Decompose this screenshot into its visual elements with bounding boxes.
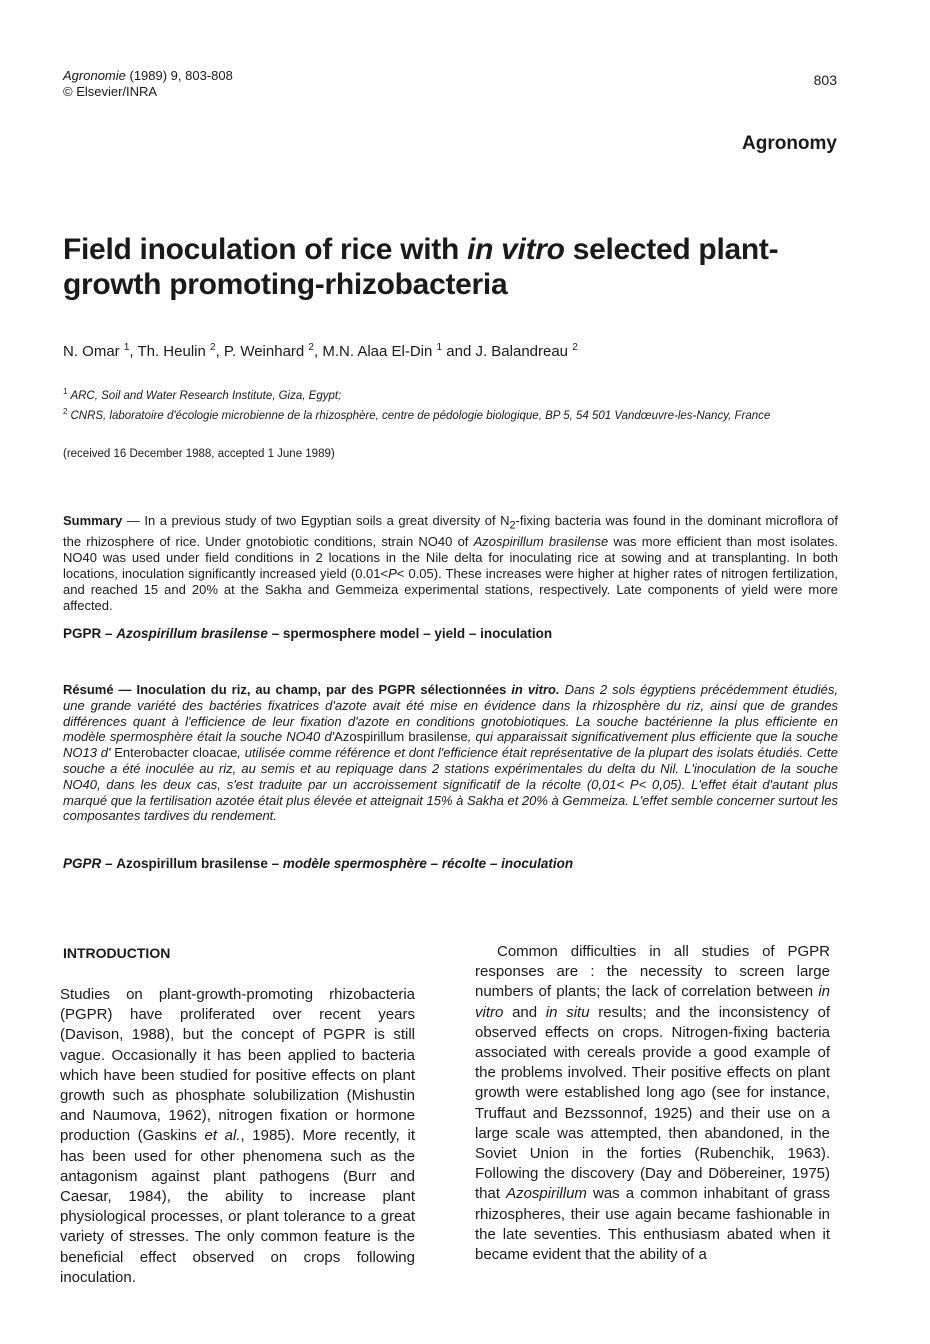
keyword: PGPR – [63,856,117,871]
body-italic: in situ [545,1003,590,1021]
resume-text: , utilisée comme référence et dont l'efficience était représentative de la plupart des isolats étudiés. Cette souche a été inoculée au riz, au semis et au repiquage dans 2 stations expérimentales du delta du Nil. L'inoculation de la souche NO40, dans les deux cas, s'est traduite par un accroissement significatif de la récolte (0,01< P< 0,05). L'effet était d'autant plus marqué que la fertilisation azotée était plus élevée et atteignait 15% à Sakha et 20% à Gemmeiza. L'effet semble concerner surtout les composantes tardives du rendement. [63,745,838,824]
author: , P. Weinhard [215,343,309,360]
affiliation-number: 2 [63,406,68,416]
summary-text: — In a previous study of two Egyptian soils a great diversity of N [122,513,510,528]
summary-text: was more efficient than most isolates. NO40 was used under field conditions in 2 locations in the Nile delta for inoculating rice at sowing and at transplanting. In both locations, inoculation significantly increased yield (0.01< [63,534,838,581]
resume-label-italic: in vitro. [511,682,560,697]
introduction-column-right [475,942,830,1265]
summary-paragraph [63,513,838,613]
p-symbol: P [388,565,397,581]
resume-text: Dans 2 sols égyptiens précédemment étudiés, une grande variété des bactéries fixatrices d'azote avait été mise en évidence dans la rhizosphère du riz, ainsi que de grandes différences quant à l'efficience de leur fixation d'azote en conditions gnotobiotiques. La souche bactérienne la plus efficiente en modèle spermosphère était la souche NO40 d' [63,682,838,745]
body-text: results; and the inconsistency of observed effects on crops. Nitrogen-fixing bacteria associated with cereals provide a good example of the problems involved. Their positive effects on plant growth were established long ago (see for instance, Truffaut and Bezssonnof, 1925) and their use on a large scale was attempted, then abandoned, in the Soviet Union in the forties (Rubenchik, 1963). Following the discovery (Day and Döbereiner, 1975) that [475,1003,830,1203]
journal-volume: (1989) 9, 803-808 [125,68,233,83]
resume-label: Résumé — Inoculation du riz, au champ, par des PGPR sélectionnées [63,682,512,697]
resume-paragraph [63,682,838,824]
summary-text: < 0.05). These increases were higher at higher rates of nitrogen fertilization, and reached 15 and 20% at the Sakha and Gemmeiza experimental stations, respectively. Late components of yield were more affected. [63,565,838,613]
keywords-english [63,626,552,641]
author-affil-mark: 2 [210,342,216,353]
keyword: – modèle spermosphère – récolte – inoculation [267,856,574,871]
body-text: Common difficulties in all studies of PGPR responses are : the necessity to screen large numbers of plants; the lack of correlation between [475,943,830,1001]
author: and J. Balandreau [442,343,573,360]
affiliation-text: CNRS, laboratoire d'écologie microbienne de la rhizosphère, centre de pédologie biologique, BP 5, 54 501 Vandœuvre-les-Nancy, France [70,409,771,422]
author: , M.N. Alaa El-Din [313,343,437,360]
journal-citation [63,68,233,100]
title-italic: in vitro [467,233,565,266]
affiliation [63,384,838,404]
body-italic: Azospirillum [506,1185,587,1203]
affiliation [63,404,838,424]
body-text: and [503,1003,546,1021]
affiliation-text: ARC, Soil and Water Research Institute, Giza, Egypt; [70,389,342,402]
author-affil-mark: 2 [308,342,314,353]
subscript: 2 [509,519,516,532]
title-part: selected plant-growth promoting-rhizobacteria [63,233,779,301]
body-text: was a common inhabitant of grass rhizospheres, their use again became fashionable in the late seventies. This enthusiasm abated when it became evident that the ability of a [475,1185,830,1264]
introduction-column-left [60,985,415,1288]
summary-text: -fixing bacteria was found in the dominant microflora of the rhizosphere of rice. Under gnotobiotic conditions, strain NO40 of [63,513,838,550]
author: N. Omar [63,343,124,360]
body-text: , 1985). More recently, it has been used for other phenomena such as the antagonism against plant pathogens (Burr and Caesar, 1984), the ability to increase plant physiological processes, or plant tolerance to a great variety of stresses. The only common feature is the beneficial effect observed on crops following inoculation. [60,1127,415,1286]
introduction-heading: INTRODUCTION [63,945,171,961]
affiliation-number: 1 [63,387,68,396]
author: , Th. Heulin [129,343,211,360]
keyword-upright: Azospirillum brasilense [116,856,268,871]
received-dates: (received 16 December 1988, accepted 1 June 1989) [63,448,335,460]
author-affil-mark: 1 [123,342,130,353]
body-text: Studies on plant-growth-promoting rhizobacteria (PGPR) have proliferated over recent years (Davison, 1988), but the concept of PGPR is still vague. Occasionally it has been applied to bacteria which have been studied for positive effects on plant growth such as phosphate solubilization (Mishustin and Naumova, 1962), nitrogen fixation or hormone production (Gaskins [60,986,415,1145]
affiliations [63,384,838,424]
summary-label: Summary [63,513,123,528]
species-name: Enterobacter cloacae [110,745,238,761]
body-italic: et al. [204,1127,241,1145]
author-affil-mark: 1 [436,342,443,353]
author-affil-mark: 2 [572,342,578,353]
body-italic: in vitro [475,983,830,1021]
author-list [63,342,578,360]
keyword: PGPR – [63,626,117,641]
keyword-italic: Azospirillum brasilense [116,626,268,641]
resume-text: , qui apparaissait significativement plus efficiente que la souche NO13 d' [63,729,838,761]
journal-name: Agronomie [63,68,126,83]
article-title [63,232,823,302]
species-name: Azospirillum brasilense [473,534,609,550]
keywords-french [63,856,573,871]
section-heading: Agronomy [742,133,837,154]
species-name: Azospirillum brasilense [334,729,468,745]
keyword: – spermosphere model – yield – inoculation [267,626,553,641]
copyright: © Elsevier/INRA [63,84,158,99]
page-number: 803 [813,72,837,88]
title-part: Field inoculation of rice with [63,233,468,266]
